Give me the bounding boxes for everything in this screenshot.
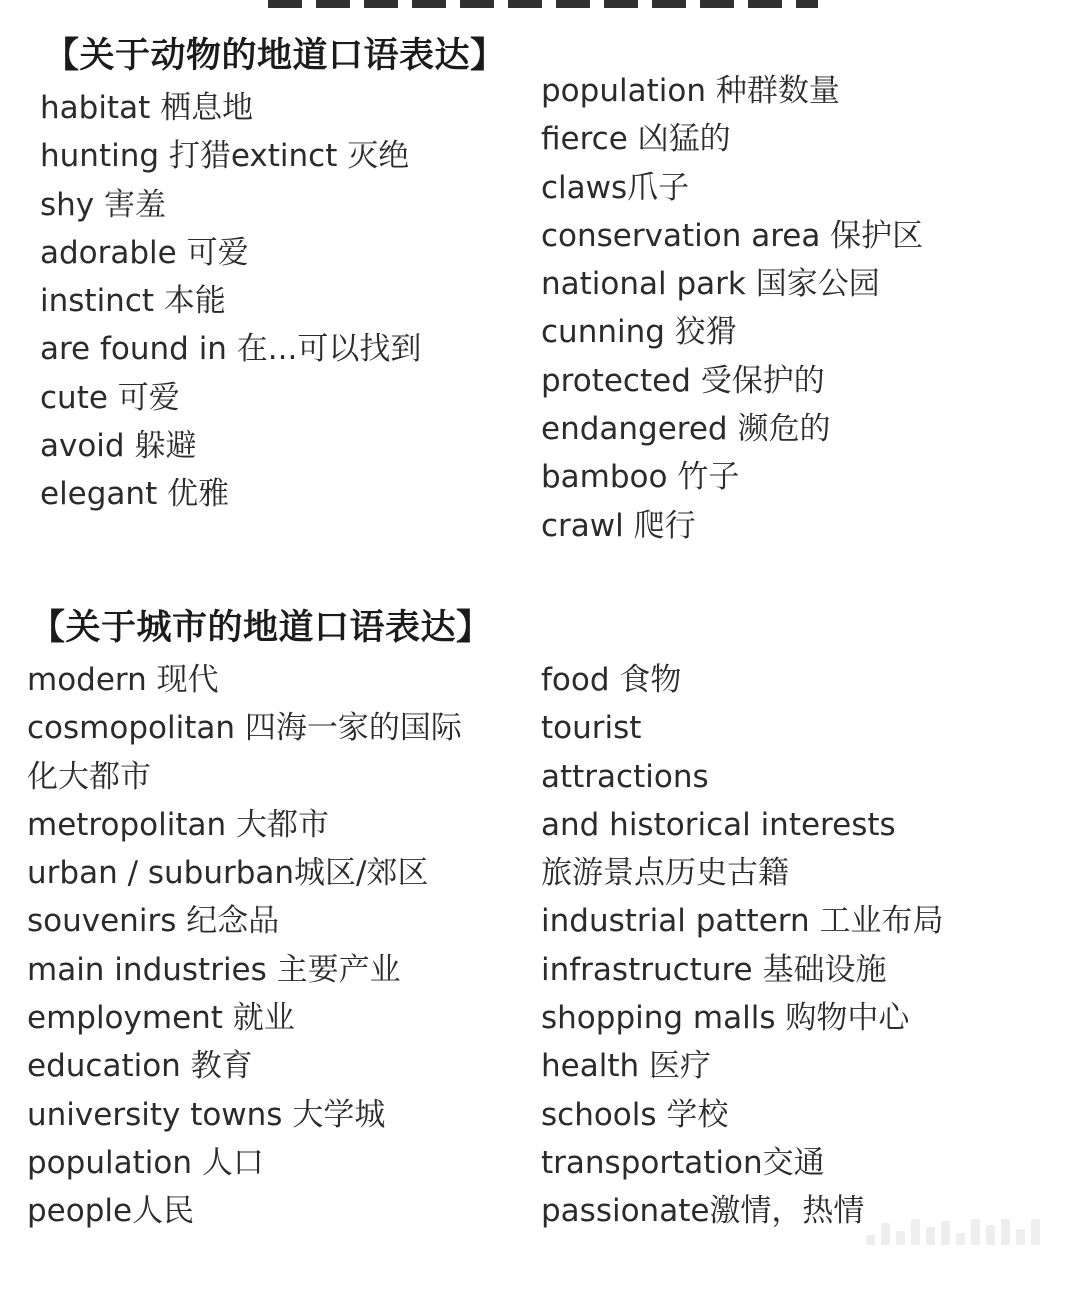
list-item: metropolitan 大都市	[27, 806, 329, 843]
list-item: 旅游景点历史古籍	[541, 855, 789, 892]
list-item: urban / suburban城区/郊区	[27, 855, 429, 892]
list-item: protected 受保护的	[541, 362, 825, 399]
list-item: population 种群数量	[541, 73, 840, 109]
list-item: tourist	[541, 710, 642, 747]
list-item: university towns 大学城	[27, 1096, 386, 1133]
list-item: employment 就业	[27, 1000, 295, 1037]
list-item: population 人口	[27, 1144, 264, 1181]
list-item: cunning 狡猾	[541, 314, 737, 351]
list-item: schools 学校	[541, 1096, 729, 1133]
list-item: instinct 本能	[40, 283, 226, 320]
list-item: fierce 凶猛的	[541, 121, 731, 158]
list-item: avoid 躲避	[40, 428, 197, 465]
city-left-list	[27, 656, 462, 1236]
list-item: elegant 优雅	[40, 476, 230, 513]
city-heading: 【关于城市的地道口语表达】	[30, 608, 492, 648]
list-item: shy 害羞	[40, 186, 166, 223]
list-item: and historical interests	[541, 806, 896, 843]
list-item: cute 可爱	[40, 379, 180, 416]
list-item: adorable 可爱	[40, 234, 249, 271]
list-item: souvenirs 纪念品	[27, 903, 280, 940]
list-item: claws爪子	[541, 169, 690, 206]
list-item: health 医疗	[541, 1048, 711, 1085]
list-item: hunting 打猎extinct 灭绝	[40, 138, 410, 175]
faded-watermark	[866, 1219, 1056, 1245]
list-item: transportation交通	[541, 1144, 825, 1181]
list-item: are found in 在...可以找到	[40, 331, 422, 368]
list-item: cosmopolitan 四海一家的国际	[27, 710, 462, 747]
list-item: habitat 栖息地	[40, 90, 254, 126]
list-item: modern 现代	[27, 662, 219, 698]
animals-heading: 【关于动物的地道口语表达】	[44, 36, 506, 76]
list-item: shopping malls 购物中心	[541, 1000, 910, 1037]
list-item: people人民	[27, 1193, 195, 1230]
animals-left-list	[40, 84, 421, 519]
list-item: industrial pattern 工业布局	[541, 903, 944, 940]
list-item: attractions	[541, 758, 709, 795]
list-item: conservation area 保护区	[541, 217, 924, 254]
list-item: passionate激情，热情	[541, 1193, 865, 1230]
list-item: endangered 濒危的	[541, 411, 831, 448]
list-item: bamboo 竹子	[541, 459, 740, 496]
list-item: main industries 主要产业	[27, 951, 401, 988]
list-item: food 食物	[541, 662, 682, 698]
list-item: 化大都市	[27, 758, 151, 795]
list-item: education 教育	[27, 1048, 253, 1085]
city-right-list	[541, 656, 943, 1236]
animals-right-list	[541, 67, 923, 550]
list-item: national park 国家公园	[541, 266, 880, 303]
list-item: infrastructure 基础设施	[541, 951, 887, 988]
list-item: crawl 爬行	[541, 507, 696, 544]
cropped-title-fragment	[0, 0, 1080, 12]
